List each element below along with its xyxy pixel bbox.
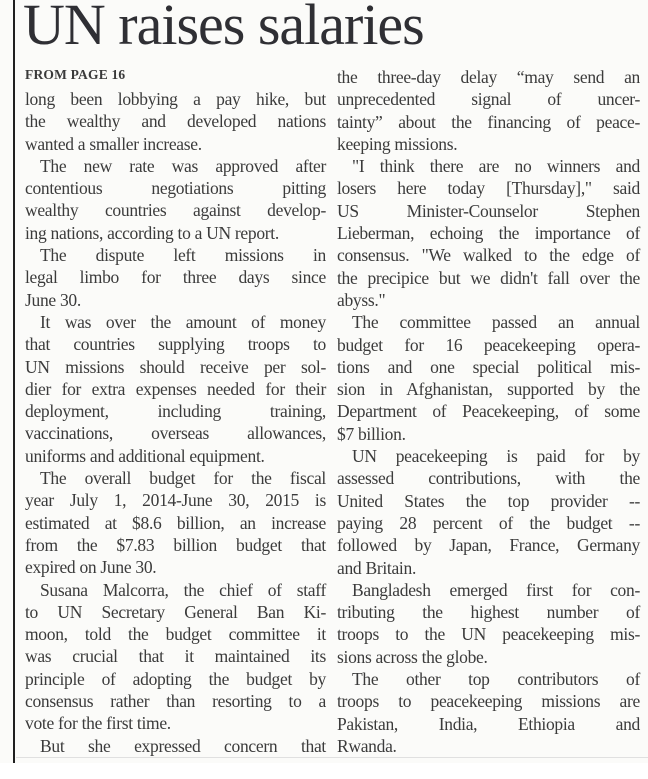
text-line: tributing the highest number of [337, 602, 640, 623]
text-line: contentious negotiations pitting [25, 178, 326, 199]
text-line: to UN Secretary General Ban Ki- [25, 601, 326, 622]
text-line: Pakistan, India, Ethiopia and [337, 713, 640, 734]
text-line: sions across the globe. [337, 646, 488, 667]
text-line: Lieberman, echoing the importance of [337, 223, 640, 244]
text-line: United States the top provider -- [337, 490, 640, 511]
text-line: estimated at $8.6 billion, an increase [25, 512, 326, 533]
text-line: abyss." [337, 289, 386, 310]
text-line: ing nations, according to a UN report. [25, 222, 279, 243]
text-line: The overall budget for the fiscal [40, 468, 326, 489]
text-line: principle of adopting the budget by [25, 668, 326, 689]
text-line: tions and one special political mis- [337, 356, 640, 377]
text-line: dier for extra expenses needed for their [25, 378, 326, 399]
text-line: troops to the UN peacekeeping mis- [337, 624, 640, 645]
text-line: The new rate was approved after [40, 155, 326, 176]
text-line: But she expressed concern that [40, 735, 326, 756]
text-line: uniforms and additional equipment. [25, 445, 265, 466]
text-line: $7 billion. [337, 423, 406, 444]
text-line: UN missions should receive per sol- [25, 356, 326, 377]
text-line: wealthy countries against develop- [25, 200, 326, 221]
text-line: vaccinations, overseas allowances, [25, 423, 326, 444]
text-line: the wealthy and developed nations [25, 111, 326, 132]
text-line: year July 1, 2014-June 30, 2015 is [25, 490, 326, 511]
text-line: paying 28 percent of the budget -- [337, 512, 640, 533]
text-line: legal limbo for three days since [25, 267, 326, 288]
text-line: that countries supplying troops to [25, 334, 326, 355]
text-line: was crucial that it maintained its [25, 646, 326, 667]
text-line: consensus rather than resorting to a [25, 691, 326, 712]
text-line: "I think there are no winners and [352, 156, 640, 177]
text-line: Rwanda. [337, 735, 397, 756]
text-line: budget for 16 peacekeeping opera- [337, 334, 640, 355]
text-line: UN peacekeeping is paid for by [352, 446, 640, 467]
article-column-left [25, 88, 326, 757]
text-line: Susana Malcorra, the chief of staff [40, 579, 326, 600]
text-line: sion in Afghanistan, supported by the [337, 379, 640, 400]
text-line: followed by Japan, France, Germany [337, 535, 640, 556]
text-line: long been lobbying a pay hike, but [25, 89, 326, 109]
text-line: from the $7.83 billion budget that [25, 534, 326, 555]
text-line: June 30. [25, 289, 81, 310]
text-line: losers here today [Thursday]," said [337, 178, 640, 199]
text-line: the three-day delay “may send an [337, 67, 640, 87]
text-line: and Britain. [337, 557, 417, 578]
text-line: moon, told the budget committee it [25, 624, 326, 645]
article-column-right [337, 66, 640, 757]
text-line: The committee passed an annual [352, 312, 640, 333]
text-line: Department of Peacekeeping, of some [337, 401, 640, 422]
text-line: deployment, including training, [25, 401, 326, 422]
text-line: consensus. "We walked to the edge of [337, 245, 640, 266]
bottom-divider [16, 757, 648, 758]
text-line: The dispute left missions in [40, 245, 326, 266]
text-line: unprecedented signal of uncer- [337, 89, 640, 110]
text-line: assessed contributions, with the [337, 468, 640, 489]
text-line: expired on June 30. [25, 557, 157, 578]
text-line: It was over the amount of money [40, 311, 326, 332]
text-line: wanted a smaller increase. [25, 133, 202, 154]
text-line: tainty” about the financing of peace- [337, 111, 640, 132]
text-line: Bangladesh emerged first for con- [352, 579, 640, 600]
text-line: troops to peacekeeping missions are [337, 691, 640, 712]
text-line: keeping missions. [337, 133, 458, 154]
text-line: US Minister-Counselor Stephen [337, 200, 640, 221]
text-line: The other top contributors of [352, 669, 640, 690]
continuation-kicker: FROM PAGE 16 [25, 67, 126, 82]
text-line: vote for the first time. [25, 713, 171, 734]
column-rule [13, 0, 15, 763]
headline: UN raises salaries [23, 0, 424, 57]
edge-artifact-upper [0, 250, 1, 267]
text-line: the precipice but we didn't fall over the [337, 267, 640, 288]
